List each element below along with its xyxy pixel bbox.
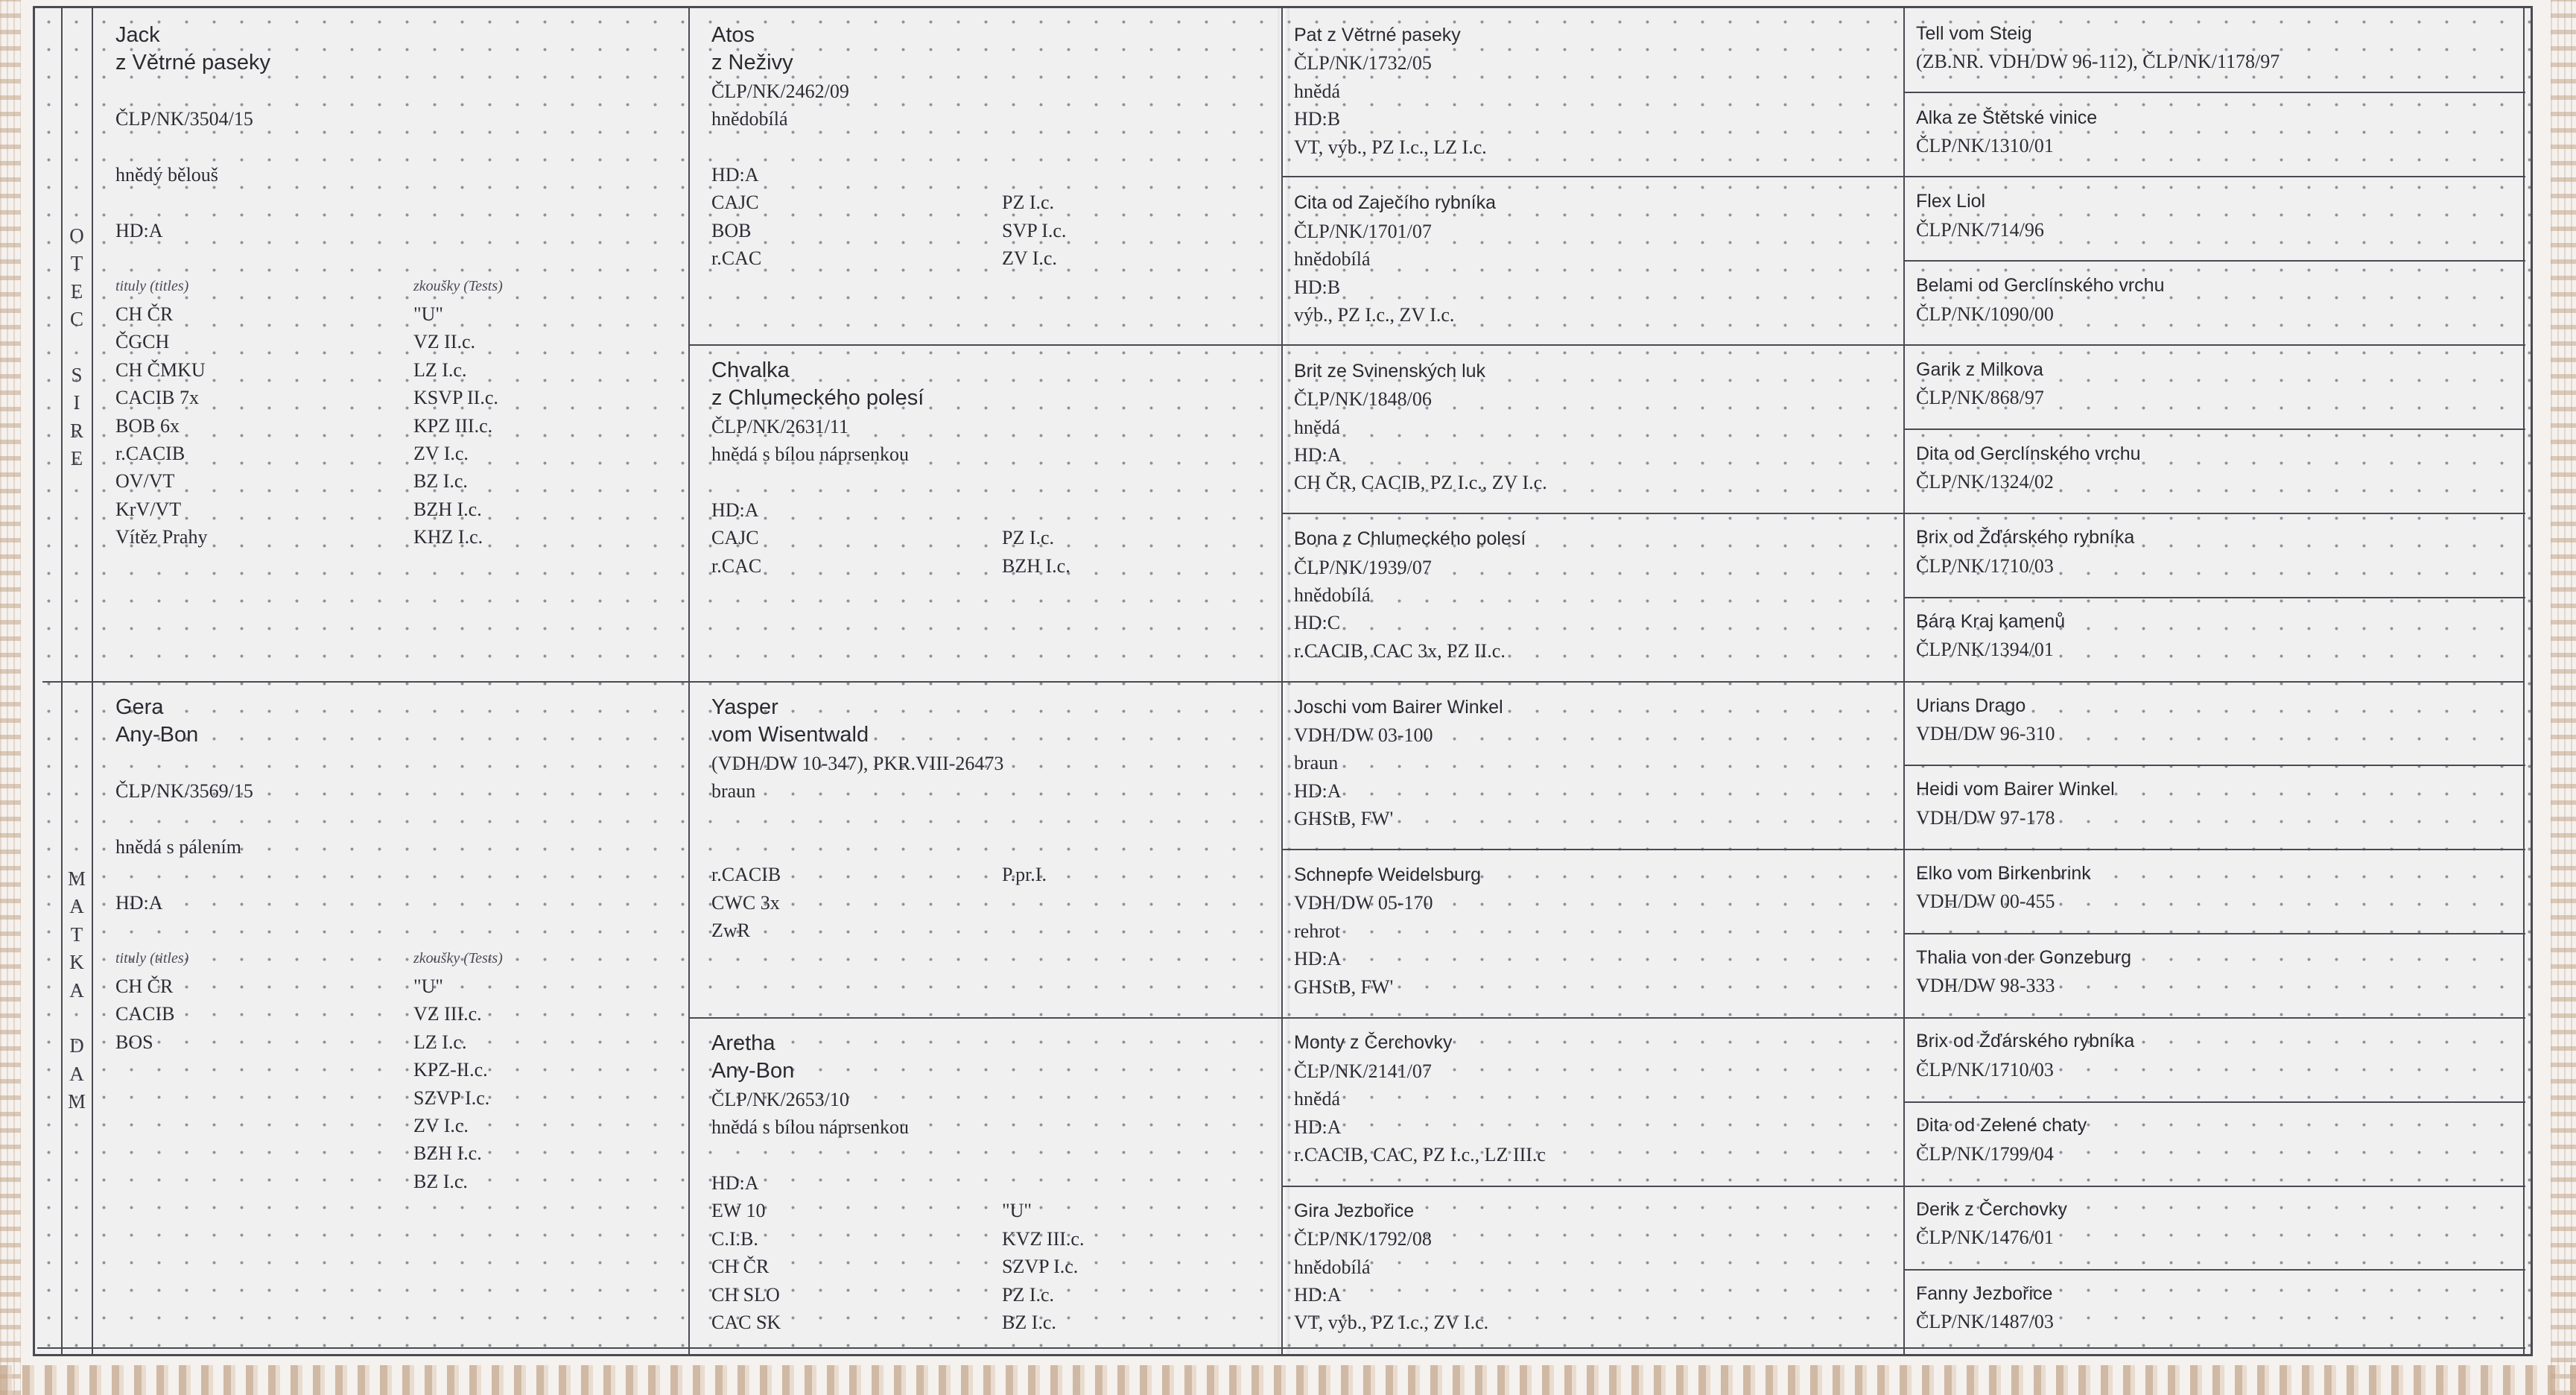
- test-value: LZ I.c.: [413, 1031, 467, 1053]
- detail-line: HD:A: [711, 499, 759, 522]
- title-test-row: [115, 1168, 667, 1195]
- title-test-row: [711, 1309, 1263, 1336]
- title-test-row: [115, 467, 667, 495]
- test-value: zkoušky (Tests): [413, 277, 503, 294]
- hip-dysplasia: HD:A: [115, 891, 163, 914]
- title-value: r.CACIB: [711, 864, 781, 886]
- gen4-divider-1: [1903, 260, 2525, 262]
- detail-line: hnědá: [1294, 80, 1341, 102]
- titles-tests-header: [115, 945, 667, 972]
- detail-line: hnědobílá: [1294, 248, 1371, 271]
- title-value: ZwR: [711, 920, 750, 942]
- title-test-row: [115, 496, 667, 523]
- gen2-divider-bottom: [688, 1017, 2525, 1019]
- gen3-divider-3: [1281, 1186, 2525, 1187]
- gen4-cell: [1916, 188, 2512, 244]
- title-test-row: [115, 1056, 667, 1084]
- gen3-cell: [1294, 22, 1890, 161]
- gen3-divider-1: [1281, 513, 2525, 514]
- title-value: tituly (titles): [115, 277, 189, 294]
- title-test-row: [115, 412, 667, 440]
- detail-line: hnědobílá: [1294, 1256, 1371, 1278]
- dog-name: Heidi vom Bairer Winkel: [1916, 779, 2115, 800]
- gen3-cell: [1294, 358, 1890, 497]
- dog-name: Pat z Větrné paseky: [1294, 25, 1461, 45]
- detail-line: HD:A: [711, 164, 759, 186]
- title-test-row: [711, 217, 1263, 244]
- title-value: BOB 6x: [115, 414, 180, 437]
- title-test-row: [115, 384, 667, 411]
- gen4-cell: [1916, 776, 2512, 832]
- test-value: KPZ III.c.: [413, 414, 493, 437]
- title-value: KrV/VT: [115, 498, 182, 520]
- registration-number: ČLP/NK/1310/01: [1916, 135, 2054, 157]
- registration-number: ČLP/NK/714/96: [1916, 218, 2044, 241]
- side-letter: T: [70, 923, 83, 946]
- test-value: BZ I.c.: [1002, 1312, 1056, 1333]
- title-test-row: [711, 552, 1263, 580]
- side-letter: A: [69, 978, 84, 1002]
- gen3-cell: [1294, 1198, 1890, 1337]
- detail-line: ČLP/NK/2653/10: [711, 1088, 849, 1110]
- coat-color: hnědá s pálením: [115, 836, 241, 858]
- detail-line: HD:A: [1294, 1116, 1342, 1138]
- gen4-divider-4: [1903, 765, 2525, 766]
- pedigree-certificate: [33, 6, 2533, 1356]
- grandsire-maternal: [711, 694, 1263, 945]
- sire-cell: [115, 22, 667, 551]
- dog-name: Bona z Chlumeckého polesí: [1294, 528, 1526, 550]
- detail-line: VDH/DW 03-100: [1294, 724, 1433, 746]
- registration-number: ČLP/NK/1394/01: [1916, 639, 2054, 661]
- title-value: r.CACIB: [115, 443, 185, 464]
- gen4-divider-7: [1903, 1269, 2525, 1271]
- gen4-cell: [1916, 440, 2512, 496]
- test-value: KSVP II.c.: [413, 387, 498, 409]
- detail-line: ČLP/NK/1939/07: [1294, 556, 1432, 578]
- detail-line: hnědobílá: [1294, 584, 1371, 606]
- detail-line: (VDH/DW 10-347), PKR.VIII-26473: [711, 752, 1004, 774]
- title-value: CAC SK: [711, 1312, 781, 1333]
- spacer: [115, 78, 667, 105]
- side-letter: D: [69, 1034, 84, 1057]
- title-test-row: [115, 1028, 667, 1056]
- dam-side-label: [63, 865, 90, 1116]
- detail-line: hnědá s bílou náprsenkou: [711, 1116, 910, 1139]
- title-test-row: [711, 244, 1263, 272]
- gen4-cell: [1916, 1196, 2512, 1252]
- test-value: BZH I.c.: [1002, 554, 1070, 577]
- detail-line: výb., PZ I.c., ZV I.c.: [1294, 304, 1455, 326]
- registration-number: ČLP/NK/1487/03: [1916, 1310, 2054, 1332]
- detail-line: r.CACIB, CAC 3x, PZ II.c.: [1294, 639, 1506, 662]
- detail-line: braun: [1294, 752, 1339, 774]
- title-value: CAJC: [711, 527, 759, 549]
- granddam-maternal: [711, 1030, 1263, 1336]
- title-test-row: [115, 972, 667, 1000]
- test-value: zkoušky (Tests): [413, 949, 503, 967]
- grandsire-paternal: [711, 22, 1263, 273]
- test-value: SZVP I.c.: [1002, 1256, 1079, 1278]
- title-value: CH ČR: [115, 975, 174, 998]
- registration-number: ČLP/NK/868/97: [1916, 387, 2044, 409]
- detail-line: GHStB, FW': [1294, 975, 1394, 998]
- gen3-divider-2: [1281, 849, 2525, 850]
- gen3-cell: [1294, 525, 1890, 665]
- title-value: CH SLO: [711, 1283, 780, 1306]
- spacer: [115, 861, 667, 888]
- title-test-row: [711, 1281, 1263, 1309]
- test-value: LZ I.c.: [413, 358, 467, 381]
- test-value: ZV I.c.: [413, 443, 469, 464]
- detail-line: hnědá s bílou náprsenkou: [711, 443, 910, 466]
- detail-line: VT, výb., PZ I.c., ZV I.c.: [1294, 1312, 1489, 1334]
- title-test-row: [711, 1253, 1263, 1280]
- test-value: BZH I.c.: [413, 1142, 482, 1165]
- title-test-row: [115, 328, 667, 355]
- test-value: "U": [413, 303, 444, 326]
- side-letter: T: [70, 252, 83, 275]
- detail-line: HD:A: [1294, 444, 1342, 466]
- detail-line: r.CACIB, CAC, PZ I.c., LZ III.c: [1294, 1144, 1546, 1166]
- spacer: [115, 917, 667, 944]
- dog-name: Thalia von der Gonzeburg: [1916, 946, 2132, 968]
- title-value: BOB: [711, 219, 752, 241]
- title-value: CACIB: [115, 1003, 175, 1025]
- side-letter: [63, 1005, 90, 1032]
- right-inner-frame: [2523, 8, 2525, 1354]
- title-test-row: [711, 189, 1263, 216]
- detail-line: HD:B: [1294, 108, 1341, 130]
- dog-name: Gera: [115, 695, 164, 719]
- gen4-cell: [1916, 104, 2512, 160]
- dog-name: Brix od Žďárského rybníka: [1916, 527, 2135, 548]
- detail-line: HD:A: [1294, 948, 1342, 970]
- gen4-cell: [1916, 944, 2512, 1000]
- side-letter: [63, 334, 90, 361]
- title-value: r.CAC: [711, 554, 762, 577]
- gen4-cell: [1916, 692, 2512, 748]
- granddam-paternal: [711, 357, 1263, 580]
- title-value: tituly (titles): [115, 949, 189, 967]
- detail-line: VT, výb., PZ I.c., LZ I.c.: [1294, 136, 1487, 158]
- test-value: KPZ-II.c.: [413, 1059, 488, 1081]
- dog-kennel: vom Wisentwald: [711, 723, 869, 747]
- gen3-cell: [1294, 694, 1890, 833]
- spacer: [115, 244, 667, 272]
- gen4-cell: [1916, 1028, 2512, 1084]
- dog-name: Alka ze Štětské vinice: [1916, 107, 2098, 128]
- gen4-divider-5: [1903, 933, 2525, 934]
- dog-kennel: z Neživy: [711, 51, 793, 75]
- dog-name: Brix od Žďárského rybníka: [1916, 1031, 2135, 1052]
- test-value: PZ I.c.: [1002, 527, 1055, 549]
- title-value: r.CAC: [711, 247, 762, 270]
- test-value: P.pr.I.: [1002, 864, 1047, 886]
- dog-name: Belami od Gerclínského vrchu: [1916, 275, 2165, 297]
- dog-name: Brit ze Svinenských luk: [1294, 360, 1486, 382]
- side-letter: I: [73, 391, 80, 414]
- dog-kennel: Any-Bon: [115, 723, 199, 747]
- detail-line: HD:B: [1294, 276, 1341, 298]
- dog-name: Jack: [115, 23, 160, 47]
- detail-line: braun: [711, 780, 756, 803]
- hip-dysplasia: HD:A: [115, 219, 163, 241]
- title-test-row: [115, 1139, 667, 1167]
- detail-line: [711, 1142, 1263, 1169]
- detail-line: ČLP/NK/2631/11: [711, 415, 848, 437]
- title-test-row: [711, 1225, 1263, 1253]
- dog-name: Dita od Gerclínského vrchu: [1916, 443, 2141, 464]
- test-value: "U": [1002, 1200, 1032, 1222]
- spacer: [115, 750, 667, 777]
- test-value: VZ III.c.: [413, 1003, 482, 1025]
- title-value: CH ČR: [711, 1256, 770, 1278]
- title-test-row: [711, 889, 1263, 917]
- test-value: KVZ III.c.: [1002, 1227, 1085, 1250]
- test-value: ZV I.c.: [413, 1115, 469, 1136]
- registration-number: ČLP/NK/3504/15: [115, 108, 253, 130]
- bottom-inner-frame: [37, 1347, 2525, 1349]
- detail-line: [711, 469, 1263, 496]
- dog-name: Dita od Zelené chaty: [1916, 1115, 2087, 1136]
- dam-cell: [115, 694, 667, 1195]
- title-value: CAJC: [711, 192, 759, 214]
- gen3-cell: [1294, 1029, 1890, 1168]
- spacer: [115, 806, 667, 833]
- dog-name: Fanny Jezbořice: [1916, 1282, 2053, 1304]
- side-letter: R: [69, 419, 83, 442]
- title-test-row: [115, 523, 667, 551]
- title-test-row: [711, 861, 1263, 888]
- detail-line: ČLP/NK/1848/06: [1294, 388, 1432, 411]
- title-value: BOS: [115, 1031, 153, 1053]
- detail-line: ČLP/NK/1732/05: [1294, 52, 1432, 75]
- registration-number: ČLP/NK/1710/03: [1916, 1058, 2054, 1081]
- gen4-cell: [1916, 1112, 2512, 1168]
- title-value: CH ČMKU: [115, 358, 206, 381]
- registration-number: ČLP/NK/1090/00: [1916, 303, 2054, 325]
- detail-line: HD:A: [1294, 1284, 1342, 1306]
- dog-name: Elko vom Birkenbrink: [1916, 863, 2091, 884]
- dog-name: Joschi vom Bairer Winkel: [1294, 696, 1503, 718]
- title-test-row: [115, 1000, 667, 1028]
- registration-number: VDH/DW 97-178: [1916, 806, 2055, 829]
- test-value: PZ I.c.: [1002, 1283, 1055, 1306]
- dog-name: Cita od Zaječího rybníka: [1294, 192, 1496, 214]
- spacer: [115, 189, 667, 216]
- gen3-cell: [1294, 189, 1890, 329]
- registration-number: ČLP/NK/1710/03: [1916, 554, 2054, 577]
- dog-name: Tell vom Steig: [1916, 23, 2032, 44]
- title-test-row: [115, 440, 667, 467]
- gen4-cell: [1916, 608, 2512, 664]
- title-test-row: [115, 1084, 667, 1112]
- test-value: KHZ I.c.: [413, 526, 483, 548]
- test-value: VZ II.c.: [413, 331, 476, 353]
- title-test-row: [115, 1112, 667, 1139]
- title-value: CACIB 7x: [115, 387, 199, 409]
- dog-kennel: z Chlumeckého polesí: [711, 386, 924, 411]
- registration-number: ČLP/NK/1799/04: [1916, 1142, 2054, 1165]
- registration-number: VDH/DW 96-310: [1916, 723, 2055, 744]
- dog-name: Atos: [711, 23, 755, 47]
- title-value: Vítěz Prahy: [115, 526, 208, 548]
- side-letter: O: [69, 224, 84, 247]
- dog-name: Bára Kraj kamenů: [1916, 610, 2066, 632]
- gen4-divider-3: [1903, 597, 2525, 598]
- side-letter: A: [69, 895, 84, 918]
- side-letter: C: [69, 308, 83, 331]
- coat-color: hnědý bělouš: [115, 164, 218, 186]
- detail-line: ČLP/NK/1701/07: [1294, 220, 1432, 242]
- detail-line: hnědá: [1294, 416, 1341, 438]
- detail-line: ČLP/NK/2141/07: [1294, 1060, 1432, 1082]
- gen4-divider-0: [1903, 92, 2525, 93]
- gen4-divider-2: [1903, 428, 2525, 430]
- decorative-border-bottom: [0, 1365, 2576, 1395]
- title-test-row: [115, 356, 667, 384]
- detail-line: [711, 133, 1263, 161]
- test-value: PZ I.c.: [1002, 192, 1055, 214]
- dog-name: Aretha: [711, 1031, 775, 1055]
- detail-line: rehrot: [1294, 920, 1341, 942]
- test-value: ZV I.c.: [1002, 247, 1057, 270]
- dog-name: Urians Drago: [1916, 695, 2026, 716]
- side-letter: E: [70, 447, 83, 470]
- detail-line: hnědá: [1294, 1088, 1341, 1110]
- gen3-divider-0: [1281, 176, 2525, 177]
- detail-line: ČLP/NK/1792/08: [1294, 1228, 1432, 1250]
- title-value: CWC 3x: [711, 891, 780, 914]
- gen3-cell: [1294, 861, 1890, 1001]
- registration-number: ČLP/NK/1476/01: [1916, 1227, 2054, 1249]
- gen4-divider-6: [1903, 1101, 2525, 1103]
- gen4-cell: [1916, 356, 2512, 412]
- side-letter: S: [71, 364, 83, 387]
- test-value: SVP I.c.: [1002, 219, 1067, 241]
- side-letter: E: [70, 279, 83, 303]
- detail-line: HD:A: [711, 1172, 759, 1195]
- detail-line: [711, 806, 1263, 833]
- dog-name: Schnepfe Weidelsburg: [1294, 864, 1482, 885]
- decorative-border-right: [2551, 0, 2576, 1395]
- sire-dam-divider: [42, 681, 2523, 683]
- title-test-row: [711, 524, 1263, 551]
- gen4-cell: [1916, 1280, 2512, 1336]
- title-value: ČGCH: [115, 331, 170, 353]
- gen4-cell: [1916, 524, 2512, 580]
- detail-line: VDH/DW 05-170: [1294, 892, 1433, 914]
- side-letter: M: [67, 867, 86, 890]
- detail-line: [711, 833, 1263, 861]
- title-value: EW 10: [711, 1200, 766, 1222]
- gen4-cell: [1916, 860, 2512, 916]
- dog-name: Monty z Čerchovky: [1294, 1032, 1453, 1054]
- titles-tests-header: [115, 273, 667, 300]
- title-test-row: [115, 300, 667, 328]
- side-letter: A: [69, 1062, 84, 1085]
- detail-line: ČLP/NK/2462/09: [711, 80, 849, 102]
- gen4-cell: [1916, 20, 2512, 76]
- side-letter: K: [69, 951, 84, 974]
- test-value: BZ I.c.: [413, 1170, 468, 1192]
- test-value: "U": [413, 975, 444, 998]
- dog-name: Gira Jezbořice: [1294, 1200, 1415, 1221]
- decorative-border-left: [0, 0, 21, 1395]
- dog-kennel: z Větrné paseky: [115, 51, 270, 75]
- title-value: CH ČR: [115, 303, 174, 326]
- registration-number: ČLP/NK/3569/15: [115, 780, 253, 803]
- test-value: BZ I.c.: [413, 470, 468, 493]
- title-value: OV/VT: [115, 470, 175, 493]
- title-test-row: [711, 917, 1263, 944]
- title-test-row: [711, 1197, 1263, 1224]
- spacer: [115, 133, 667, 161]
- detail-line: HD:A: [1294, 779, 1342, 802]
- detail-line: CH ČR, CACIB, PZ I.c., ZV I.c.: [1294, 472, 1547, 494]
- registration-number: (ZB.NR. VDH/DW 96-112), ČLP/NK/1178/97: [1916, 51, 2280, 73]
- registration-number: ČLP/NK/1324/02: [1916, 470, 2054, 493]
- title-value: C.I.B.: [711, 1227, 758, 1250]
- dog-name: Yasper: [711, 695, 778, 719]
- dog-name: Derik z Čerchovky: [1916, 1198, 2067, 1220]
- registration-number: VDH/DW 00-455: [1916, 891, 2055, 913]
- sire-side-label: [63, 222, 90, 473]
- dog-name: Garik z Milkova: [1916, 358, 2043, 380]
- gen2-divider-top: [688, 344, 2525, 346]
- detail-line: GHStB, FW': [1294, 808, 1394, 830]
- dog-name: Flex Liol: [1916, 191, 1986, 212]
- test-value: SZVP I.c.: [413, 1086, 490, 1109]
- detail-line: HD:C: [1294, 612, 1341, 634]
- registration-number: VDH/DW 98-333: [1916, 975, 2055, 997]
- dog-name: Chvalka: [711, 358, 790, 382]
- dog-kennel: Any-Bon: [711, 1059, 795, 1084]
- test-value: BZH I.c.: [413, 498, 482, 520]
- gen4-cell: [1916, 272, 2512, 328]
- side-letter: M: [67, 1090, 86, 1113]
- detail-line: hnědobílá: [711, 108, 788, 130]
